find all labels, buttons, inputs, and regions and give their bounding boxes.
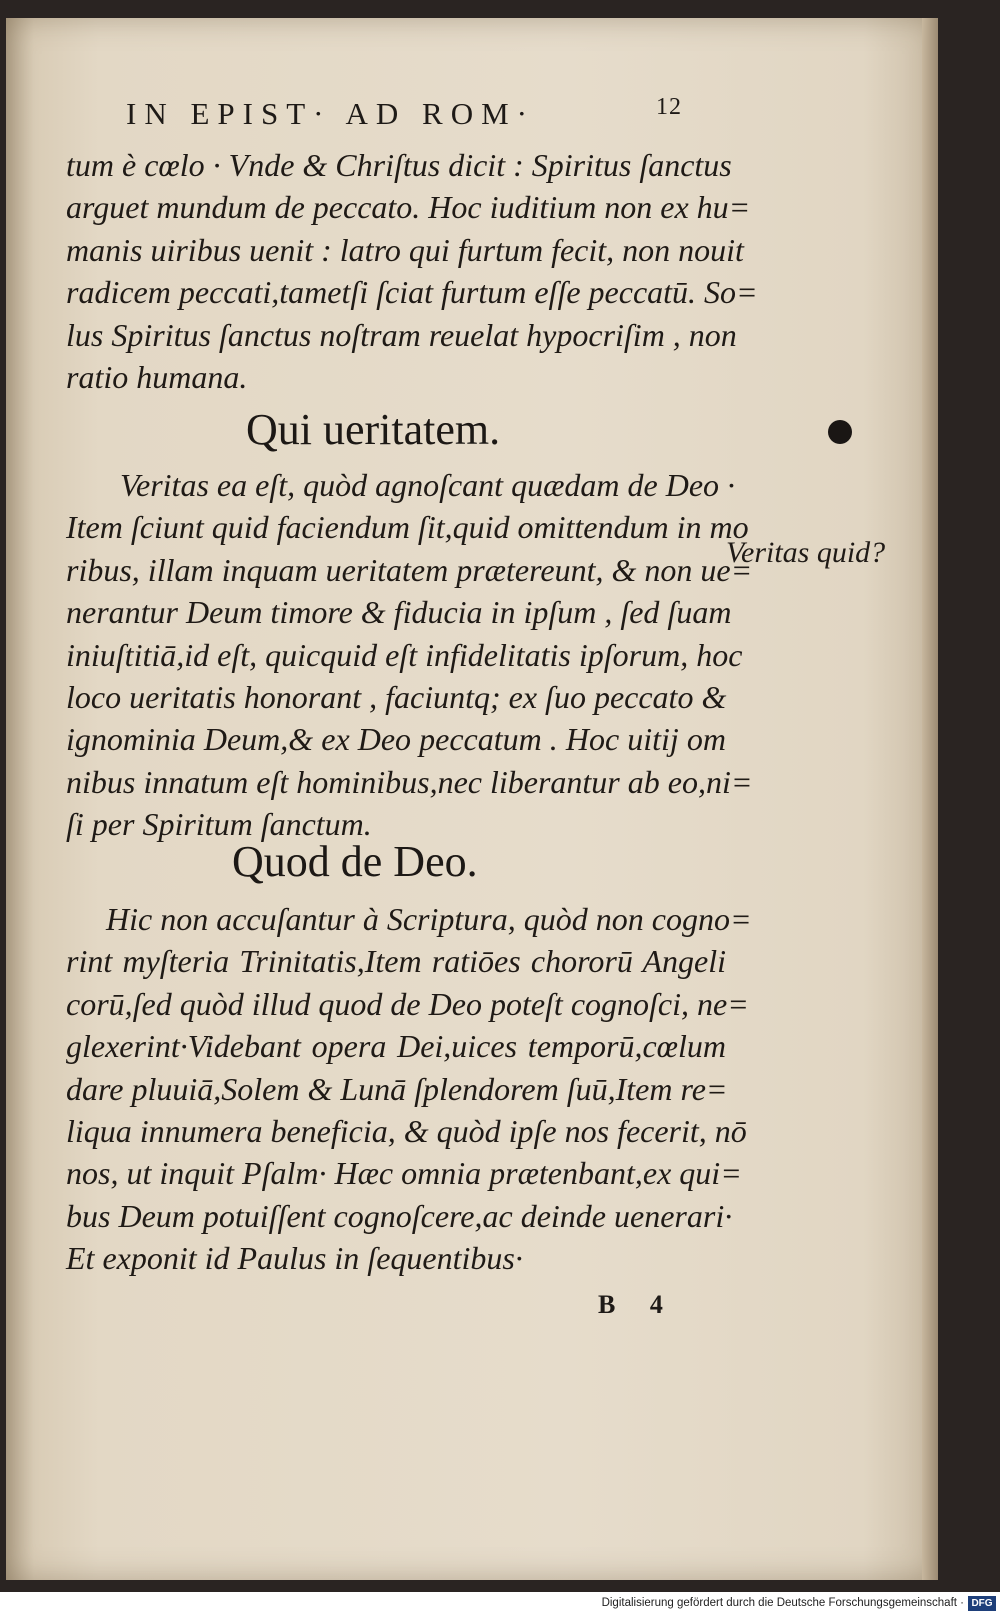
text-line: bus Deum potuiſſent cognoſcere,ac deinde uenerari· <box>66 1197 733 1234</box>
text-line: rint myſteria Trinitatis,Item ratiōes chororū Angeli <box>66 943 726 980</box>
text-line: ribus, illam inquam ueritatem prætereunt, & non ue= <box>66 551 753 588</box>
text-line: corū,ſed quòd illud quod de Deo poteſt cognoſci, ne= <box>66 985 749 1022</box>
text-line: nos, ut inquit Pſalm· Hæc omnia prætenbant,ex qui= <box>66 1155 742 1192</box>
text-line: loco ueritatis honorant , faciuntq; ex ſuo peccato & <box>66 679 727 716</box>
text-line: dare pluuiā,Solem & Lunā ſplendorem ſuū,Item re= <box>66 1070 728 1107</box>
text-line: ignominia Deum,& ex Deo peccatum . Hoc uitij om <box>66 721 726 758</box>
paragraph-2 <box>66 464 753 846</box>
dfg-logo-icon: DFG <box>968 1596 996 1611</box>
margin-bullet-mark <box>828 420 852 444</box>
section-heading: Qui ueritatem. <box>246 405 501 454</box>
text-line: Et exponit id Paulus in ſequentibus· <box>66 1240 523 1277</box>
text-line: Hic non accuſantur à Scriptura, quòd non cogno= <box>106 901 752 937</box>
text-line: radicem peccati,tametſi ſciat furtum eſſe peccatū. So= <box>66 274 758 311</box>
margin-note: Veritas quid? <box>726 536 886 569</box>
running-head-title: IN EPIST· AD ROM· <box>126 96 535 131</box>
text-line: liqua innumera beneficia, & quòd ipſe nos fecerit, nō <box>66 1113 747 1150</box>
folio-number: 12 <box>656 94 682 120</box>
text-line: arguet mundum de peccato. Hoc iuditium non ex hu= <box>66 189 751 226</box>
text-line: lus Spiritus ſanctus noſtram reuelat hypocriſim , non <box>66 316 737 353</box>
text-line: nerantur Deum timore & fiducia in ipſum , ſed ſuam <box>66 594 732 631</box>
text-line: tum è cœlo · Vnde & Chriſtus dicit : Spiritus ſanctus <box>66 147 732 183</box>
text-line: Item ſciunt quid faciendum ſit,quid omittendum in mo <box>66 509 749 546</box>
text-line: iniuſtitiā,id eſt, quicquid eſt infidelitatis ipſorum, hoc <box>66 636 743 673</box>
footer-bar <box>0 1592 1000 1617</box>
text-line: glexerint·Videbant opera Dei,uices temporū,cœlum <box>66 1028 726 1065</box>
text-line: Veritas ea eſt, quòd agnoſcant quædam de Deo · <box>120 467 736 503</box>
text-line: ſi per Spiritum ſanctum. <box>66 806 372 843</box>
funding-credit: Digitalisierung gefördert durch die Deutsche Forschungsgemeinschaft · <box>601 1597 964 1609</box>
signature-mark: B 4 <box>598 1290 677 1319</box>
text-line: manis uiribus uenit : latro qui furtum fecit, non nouit <box>66 231 744 268</box>
page-edge <box>922 18 938 1580</box>
book-page <box>6 18 938 1580</box>
paragraph-3 <box>66 898 752 1280</box>
text-line: nibus innatum eſt hominibus,nec liberantur ab eo,ni= <box>66 763 753 800</box>
paragraph-1 <box>66 144 758 398</box>
text-line: ratio humana. <box>66 359 248 396</box>
running-head <box>126 90 726 140</box>
section-heading: Quod de Deo. <box>232 837 478 886</box>
